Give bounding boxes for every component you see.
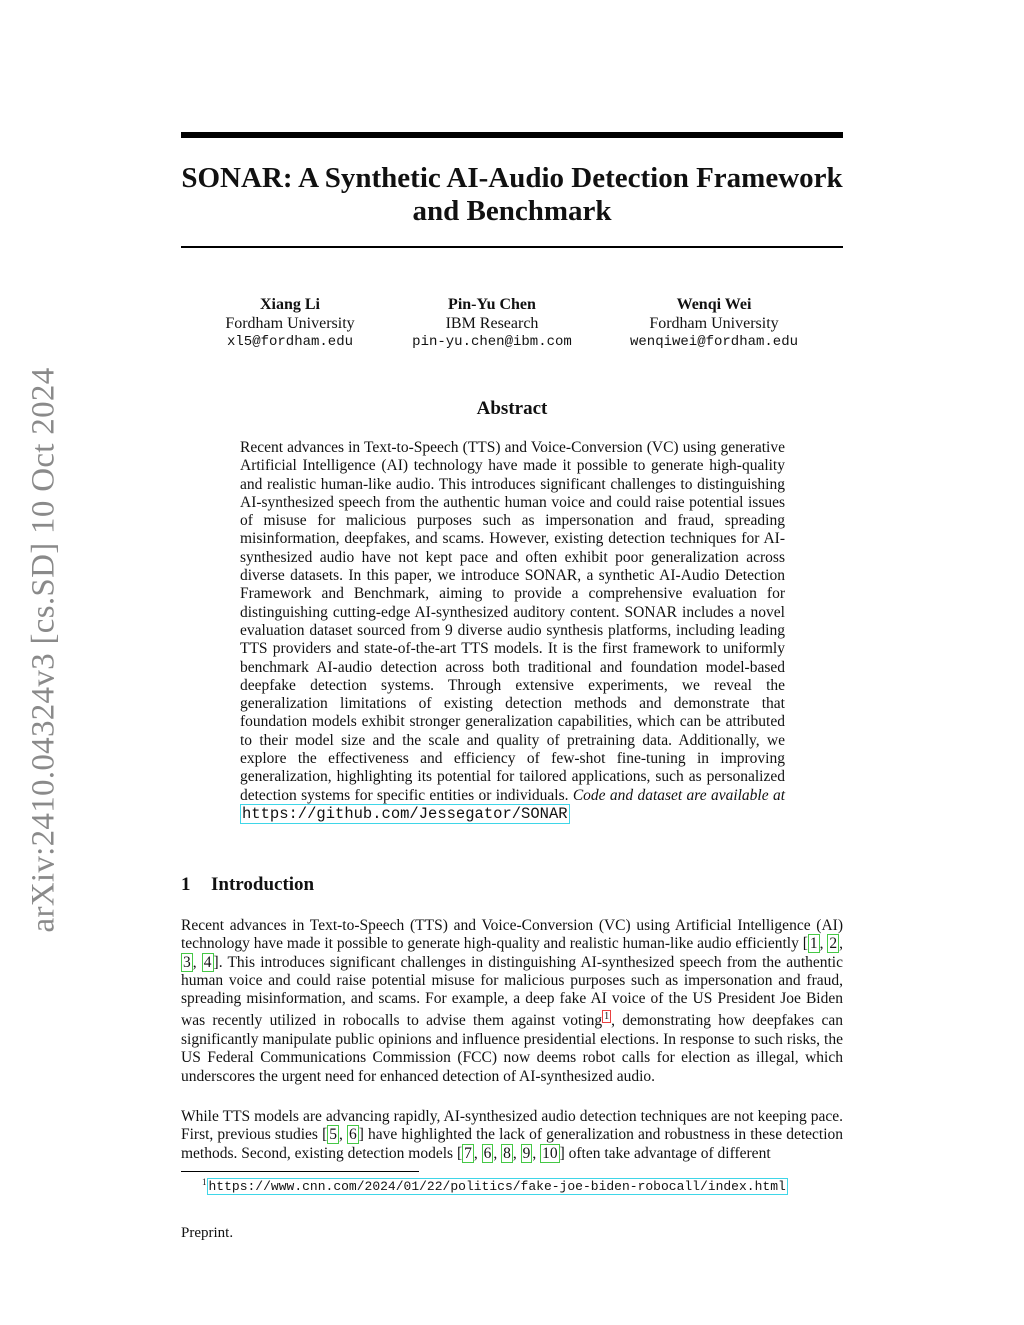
author-email[interactable]: pin-yu.chen@ibm.com [412,334,572,350]
citation-link[interactable]: 2 [829,935,838,953]
author-name: Wenqi Wei [676,296,752,313]
abstract-text: Recent advances in Text-to-Speech (TTS) and Voice-Conversion (VC) using generative Artificial Intelligence (AI) technology have made it possible to generate high-quality and realistic human-like audio. This introduces significant challenges to distinguishing AI-synthesized speech from the authentic human voice and could raise potential issues of misuse for malicious purposes such as impersonation and fraud, spreading misinformation, deepfakes, and scams. However, existing detection techniques for AI-synthesized audio have not kept pace and often exhibit poor generalization across diverse datasets. In this paper, we introduce SONAR, a synthetic AI-Audio Detection Framework and Benchmark, aiming to provide a comprehensive evaluation for distinguishing cutting-edge AI-synthesized auditory content. SONAR includes a novel evaluation dataset sourced from 9 diverse audio synthesis platforms, including leading TTS providers and state-of-the-art TTS models. It is the first framework to uniformly benchmark AI-audio detection across both traditional and foundation model-based deepfake detection systems. Through extensive experiments, we reveal the generalization limitations of existing detection methods and demonstrate that foundation models exhibit stronger generalization capabilities, which can be attributed to their model size and the scale and quality of pretraining data. Additionally, we explore the effectiveness and efficiency of few-shot fine-tuning in improving generalization, highlighting its potential for tailored applications, such as personalized detection systems for specific entities or individuals. [240,439,785,804]
paragraph-text: ] have highlighted the lack of generalization and robustness in these detection methods. Second, existing detection models [ [181,1126,844,1162]
paragraph-text: , demonstrating how deepfakes can significantly manipulate public opinions and influence presidential elections. In response to such risks, the US Federal Communications Commission (FCC) now deems robot calls for election as illegal, which underscores the urgent need for enhanced detection of AI-synthesized audio. [181,1012,843,1085]
author-block-2 [392,295,592,352]
section-heading-introduction [181,874,314,896]
author-name: Pin-Yu Chen [448,296,536,313]
abstract-body [240,439,785,823]
citation-link[interactable]: 10 [542,1144,558,1162]
author-email[interactable]: xl5@fordham.edu [226,334,354,350]
author-affiliation: Fordham University [649,315,779,332]
footnote [202,1177,788,1194]
abstract-heading: Abstract [476,398,548,419]
paragraph-text: ] often take advantage of different [559,1144,771,1162]
citation-link[interactable]: 9 [522,1144,531,1162]
author-affiliation: IBM Research [445,315,539,332]
citation-link[interactable]: 3 [183,953,191,971]
footnote-marker: 1 [202,1177,207,1187]
footnote-reference[interactable]: 1 [604,1011,610,1023]
author-affiliation: Fordham University [225,315,355,332]
title-bottom-rule [181,246,843,248]
preprint-label: Preprint. [181,1225,234,1241]
author-email[interactable]: wenqiwei@fordham.edu [629,334,799,350]
citation-link[interactable]: 6 [483,1144,492,1162]
code-repository-link[interactable]: https://github.com/Jessegator/SONAR [242,804,568,823]
section-title: Introduction [211,874,315,895]
intro-paragraph-2: While TTS models are advancing rapidly, AI-synthesized audio detection techniques are not keeping pace. First, previous studies [ 5 , 6 ] have highlighted the lack of generalization and robustness in these detection methods. Second, existing detection models [ 7 , 6 , 8 , 9 , 10 ] often take advantage of different [181,1108,844,1162]
section-number: 1 [181,874,191,895]
footnote-rule [181,1171,419,1172]
paragraph-text: While TTS models are advancing rapidly, AI-synthesized audio detection techniques are not keeping pace. First, previous studies [ [181,1108,843,1144]
abstract-code-note: Code and dataset are available at [572,786,785,804]
author-block-1 [190,295,390,352]
citation-link[interactable]: 1 [809,935,818,953]
footnote-url-link[interactable]: https://www.cnn.com/2024/01/22/politics/fake-joe-biden-robocall/index.html [208,1179,786,1195]
title-top-rule [181,132,843,138]
intro-paragraph-1 [181,917,843,1086]
citation-link[interactable]: 5 [329,1126,337,1144]
paragraph-text: Recent advances in Text-to-Speech (TTS) and Voice-Conversion (VC) using Artificial Intelligence (AI) technology have made it possible to generate high-quality and realistic human-like audio efficiently [ [181,917,843,953]
author-name: Xiang Li [259,296,320,313]
citation-link[interactable]: 8 [503,1144,511,1162]
author-block-3 [614,295,814,352]
citation-link[interactable]: 4 [203,953,212,971]
citation-link[interactable]: 6 [349,1126,357,1144]
arxiv-identifier-stamp: arXiv:2410.04324v3 [cs.SD] 10 Oct 2024 [25,367,62,933]
paper-title: SONAR: A Synthetic AI-Audio Detection Framework and Benchmark [181,162,843,227]
citation-list: 1 , 2 , 3 , 4 [183,935,844,971]
paragraph-text: ]. This introduces significant challenges in distinguishing AI-synthesized speech from the authentic human voice and could raise potential misuse for malicious purposes such as impersonation and fraud, spreading misinformation, and scams. For example, a deep fake AI voice of the US President Joe Biden was recently utilized in robocalls to advise them against voting [181,953,843,1030]
citation-link[interactable]: 7 [464,1144,472,1162]
